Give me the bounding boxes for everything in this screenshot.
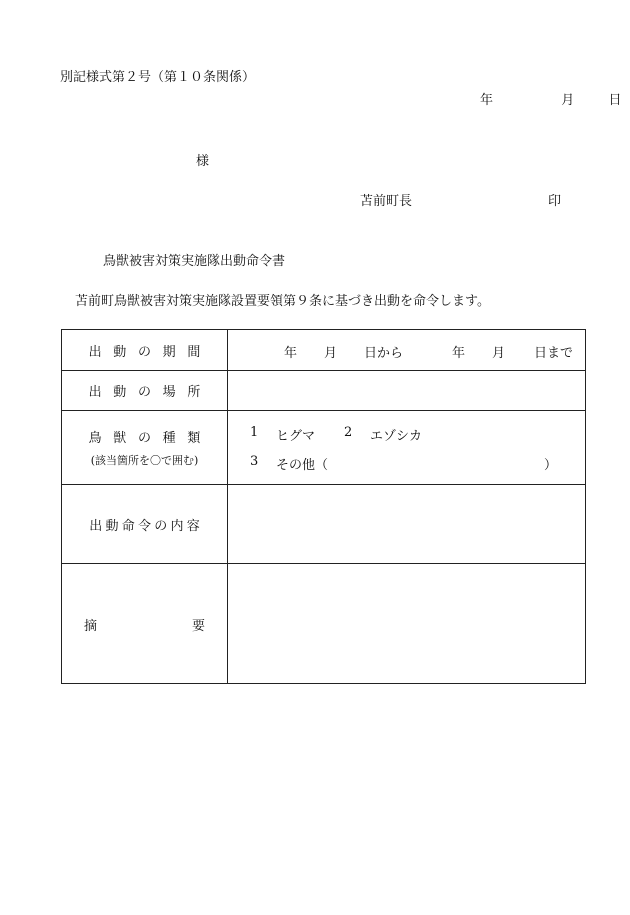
species-label-cell [62, 411, 228, 485]
period-value-cell[interactable] [228, 330, 586, 371]
seal-mark: 印 [548, 194, 562, 209]
content-row [62, 485, 586, 564]
remarks-label-left: 摘 [84, 619, 98, 634]
to-year: 年 [452, 346, 466, 361]
content-label: 出動命令の内容 [89, 518, 203, 534]
issuer-title: 苫前町長 [360, 194, 413, 209]
to-month: 月 [492, 346, 506, 361]
option-3-close: ） [544, 458, 558, 473]
option-1-number: 1 [250, 425, 259, 440]
option-3-other[interactable]: その他（ [276, 458, 329, 473]
date-year: 年 [480, 93, 494, 108]
remarks-label-cell [62, 564, 228, 684]
species-options [228, 411, 585, 484]
period-label: 出動の期間 [88, 344, 213, 360]
option-1-brown-bear[interactable]: ヒグマ [276, 429, 316, 444]
remarks-label-right: 要 [192, 619, 206, 634]
species-row [62, 411, 586, 485]
date-day: 日 [608, 93, 622, 108]
place-row [62, 371, 586, 411]
place-value-cell[interactable] [228, 371, 586, 411]
to-day: 日まで [534, 346, 574, 361]
place-label: 出動の場所 [88, 385, 213, 400]
content-label-cell [62, 485, 228, 564]
addressee-honorific: 様 [196, 154, 210, 169]
species-label: 鳥獣の種類 [88, 431, 213, 446]
order-table [61, 329, 586, 684]
document-title: 鳥獣被害対策実施隊出動命令書 [103, 254, 286, 269]
period-label-cell [62, 330, 228, 371]
document-body: 苫前町鳥獣被害対策実施隊設置要領第９条に基づき出動を命令します。 [75, 294, 490, 309]
date-month: 月 [561, 93, 575, 108]
remarks-label [62, 564, 227, 683]
species-value-cell [228, 411, 586, 485]
period-row [62, 330, 586, 371]
from-month: 月 [324, 346, 338, 361]
option-2-number: 2 [344, 425, 353, 440]
issuer [360, 190, 562, 209]
form-id: 別記様式第２号（第１０条関係） [60, 70, 256, 85]
option-3-number: 3 [250, 454, 259, 469]
period-fields [228, 330, 585, 370]
option-2-sika-deer[interactable]: エゾシカ [370, 429, 423, 444]
remarks-value-cell[interactable] [228, 564, 586, 684]
place-label-cell [62, 371, 228, 411]
from-year: 年 [284, 346, 298, 361]
date-line [480, 89, 621, 108]
species-note: (該当箇所を〇で囲む) [90, 454, 199, 467]
content-value-cell[interactable] [228, 485, 586, 564]
remarks-row [62, 564, 586, 684]
from-day: 日から [364, 346, 404, 361]
